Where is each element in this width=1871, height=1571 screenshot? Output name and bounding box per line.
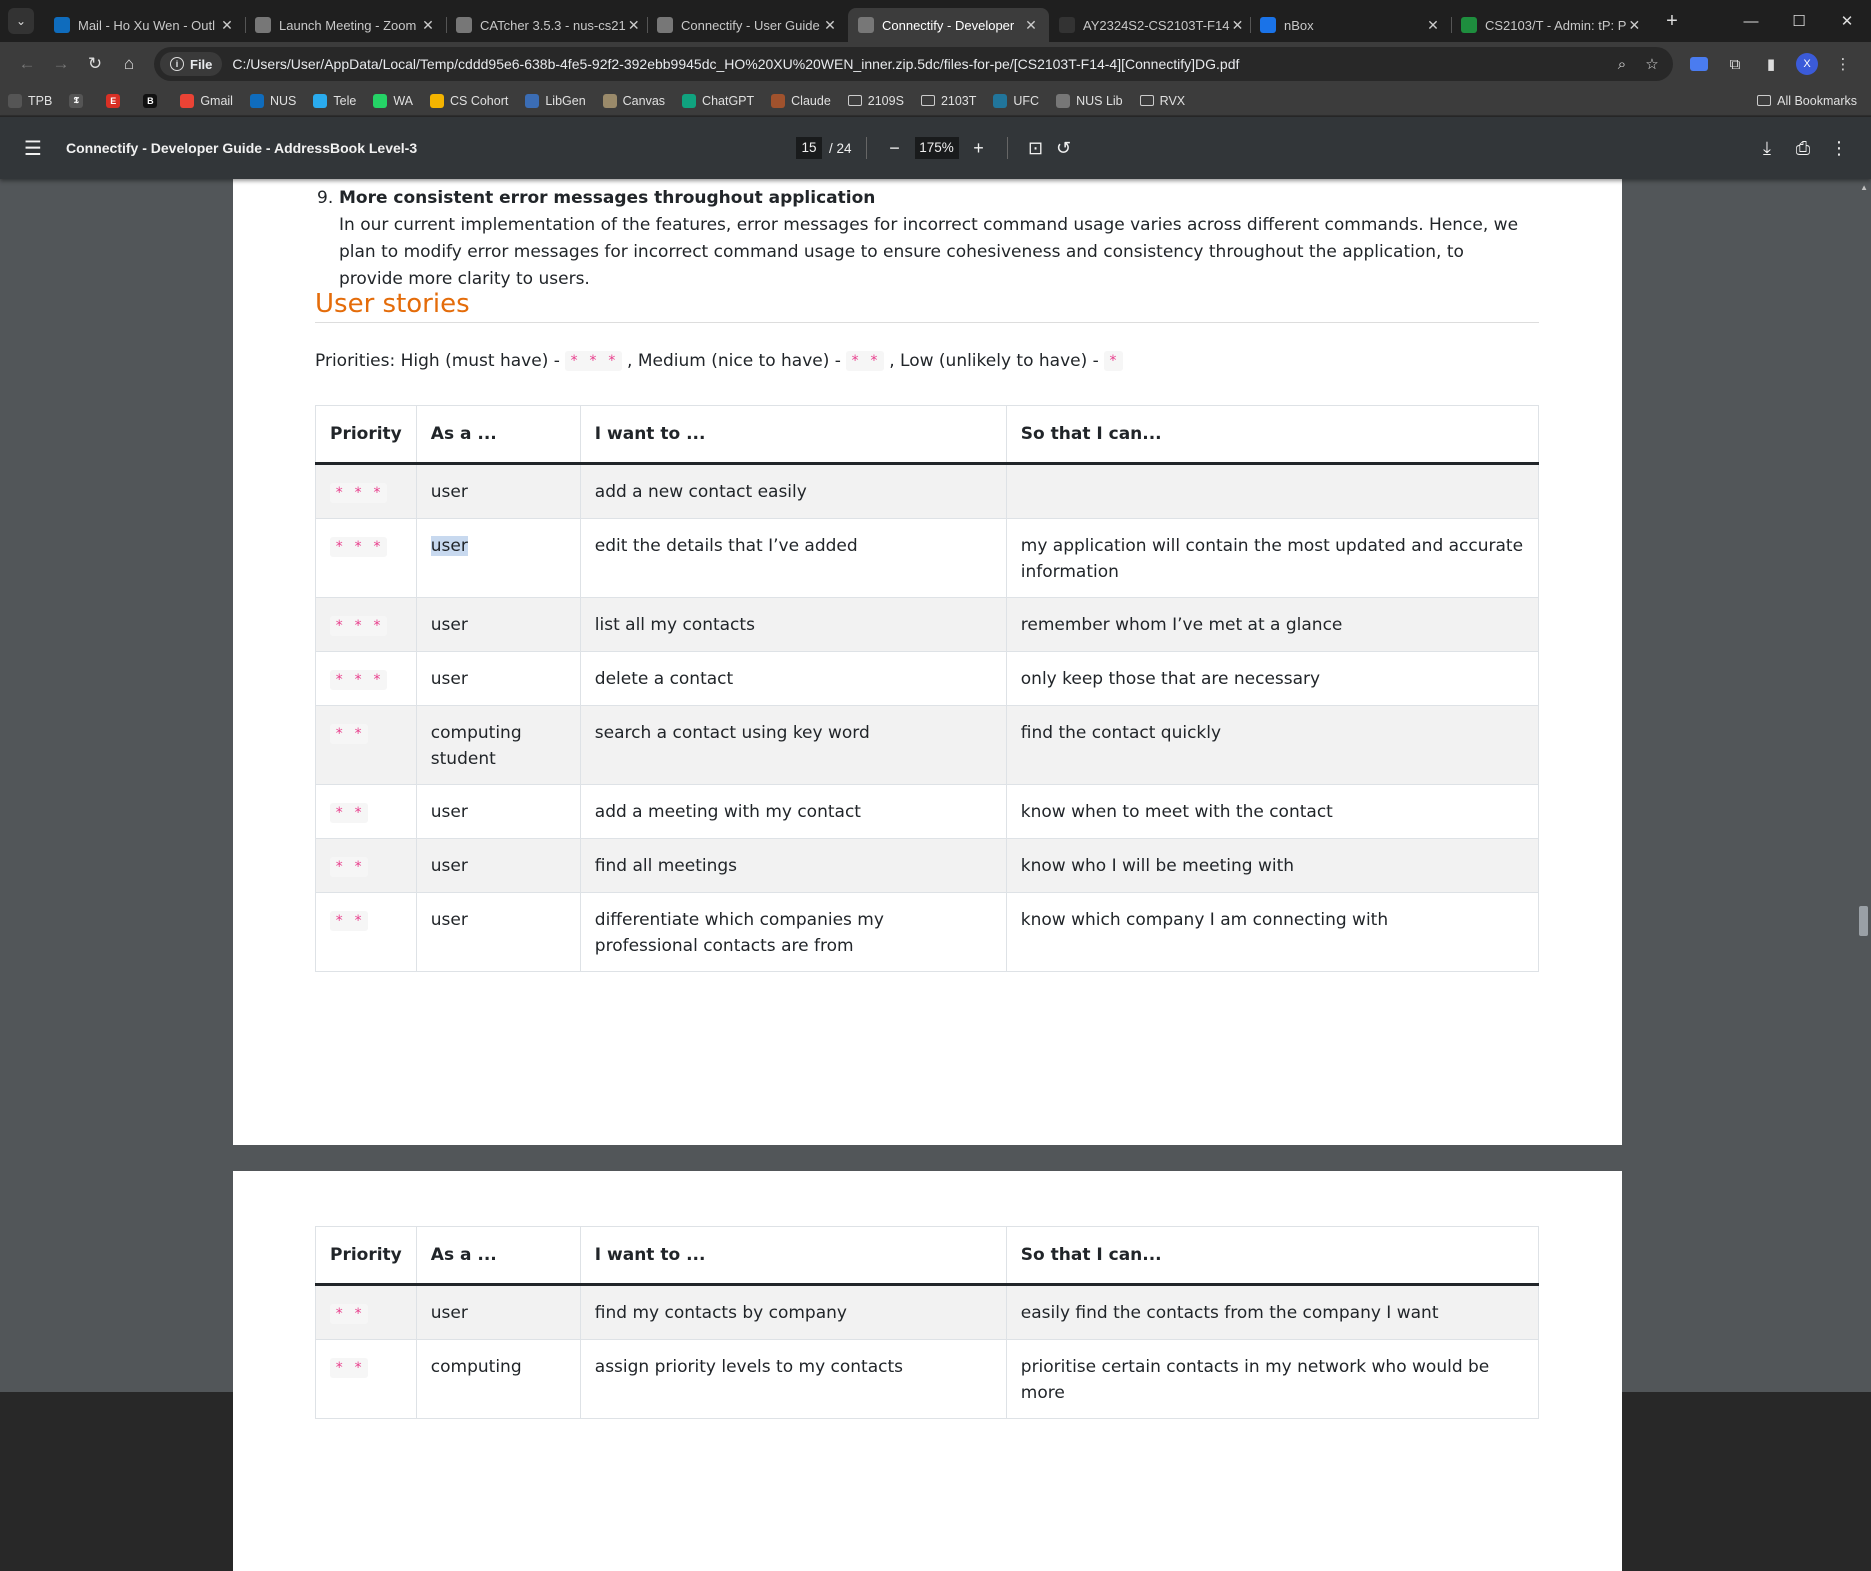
scrollbar[interactable] [1856,179,1871,1392]
pdf-page [233,119,1622,1145]
mortarboard-icon [1461,17,1477,33]
scroll-thumb[interactable] [1859,906,1868,936]
bookmark-label: NUS [269,93,297,108]
want-cell: differentiate which companies my professional contacts are from [580,893,1006,972]
priority-cell [316,706,417,785]
address-bar[interactable] [154,47,1673,81]
role-cell [416,839,580,893]
want-cell: list all my contacts [580,598,1006,652]
libgen-icon [525,94,539,108]
column-header: As a ... [416,1227,580,1285]
want-cell: search a contact using key word [580,706,1006,785]
priority-cell [316,519,417,598]
arrow-right-icon: → [52,54,70,73]
bookmark-list [8,94,1202,108]
zoom-out-button[interactable] [881,138,909,159]
tab-4[interactable] [647,8,848,42]
pdf-toolbar [0,117,1871,179]
priority-stars: * * [330,1358,368,1378]
bookmark-label: NUS Lib [1076,93,1123,108]
tpb-icon [8,94,22,108]
benefit-cell: know which company I am connecting with [1006,893,1538,972]
divider [1007,137,1008,159]
want-cell: add a new contact easily [580,464,1006,519]
pdf-page-controls [796,137,1078,159]
plus-icon: + [973,137,984,158]
download-button[interactable] [1749,138,1785,159]
benefit-cell: know when to meet with the contact [1006,785,1538,839]
benefit-cell: remember whom I’ve met at a glance [1006,598,1538,652]
want-cell: find all meetings [580,839,1006,893]
browser-toolbar [0,42,1871,86]
priority-stars: * * [330,911,368,931]
more-vertical-icon: ⋮ [1830,137,1848,158]
priority-cell [316,839,417,893]
column-header: So that I can... [1006,1227,1538,1285]
scroll-up-icon[interactable]: ▲ [1860,183,1868,192]
bookmark-label: UFC [1013,93,1040,108]
tab-8[interactable] [1451,8,1652,42]
priority-stars: * * [330,857,368,877]
bookmark-label: CS Cohort [449,93,509,108]
close-window-button[interactable] [1823,0,1871,42]
tab-1[interactable] [44,8,245,42]
tab-title: AY2324S2-CS2103T-F14 [1083,17,1230,33]
pdf-page [233,1171,1622,1571]
puzzle-icon: ⧉ [1729,55,1741,73]
rotate-icon: ↺ [1055,137,1072,158]
maximize-icon: ☐ [1792,13,1806,30]
priority-cell [316,893,417,972]
close-tab-icon[interactable]: ✕ [422,16,434,33]
table-row [316,1340,1539,1419]
table-row [316,893,1539,972]
priority-stars: * * * [330,670,387,690]
priority-stars: * * [330,724,368,744]
priorities-legend [315,351,1128,371]
bookmarks-bar [0,86,1871,116]
e-icon: E [106,94,120,108]
bookmark-item[interactable] [603,94,665,108]
nbox-icon [1260,17,1276,33]
bookmark-item[interactable] [69,94,89,108]
tab-title: Mail - Ho Xu Wen - Outl [78,17,216,33]
bookmark-item[interactable] [106,94,126,108]
priority-cell [316,1340,417,1419]
column-header: Priority [316,406,417,464]
chevron-down-icon: ⌄ [15,14,27,28]
window-controls [1727,0,1871,42]
table-row [316,652,1539,706]
priority-low-stars: * [1104,351,1123,371]
tab-title: CS2103/T - Admin: tP: P [1485,17,1627,33]
drive-icon [430,94,444,108]
info-icon: i [170,57,184,71]
role-cell [416,893,580,972]
priority-cell [316,785,417,839]
bookmark-label: WA [393,93,413,108]
tab-6[interactable] [1049,8,1250,42]
benefit-cell [1006,464,1538,519]
table-row [316,1285,1539,1340]
want-cell: find my contacts by company [580,1285,1006,1340]
reload-icon: ↻ [87,54,103,73]
role-cell [416,519,580,598]
zoom-input[interactable]: 175% [915,137,959,159]
role-text: computing [430,1357,522,1377]
tab-2[interactable] [245,8,446,42]
zoom-in-button[interactable] [965,138,993,159]
bookmark-label: Tele [333,93,357,108]
bookmark-item[interactable] [848,94,904,108]
extension-button[interactable] [1681,47,1717,81]
want-cell: add a meeting with my contact [580,785,1006,839]
column-header: Priority [316,1227,417,1285]
bookmark-item[interactable] [525,94,585,108]
role-cell [416,1340,580,1419]
new-tab-button[interactable] [1658,7,1686,35]
role-cell [416,1285,580,1340]
bookmark-item[interactable] [373,94,413,108]
benefit-cell: know who I will be meeting with [1006,839,1538,893]
bookmark-item[interactable] [771,94,831,108]
priority-legend-low-label: , Low (unlikely to have) - [889,351,1099,371]
bookmark-label: TPB [28,93,53,108]
priority-cell [316,464,417,519]
user-stories-table [315,405,1539,972]
priority-medium-stars: * * [846,351,884,371]
bookmark-label: Gmail [200,93,233,108]
tab-title: Launch Meeting - Zoom [279,17,417,33]
role-cell [416,464,580,519]
column-header: I want to ... [580,406,1006,464]
download-icon: ⤓ [1763,137,1771,158]
hamburger-icon: ☰ [24,137,42,160]
bookmark-label: Canvas [622,93,666,108]
list-item-body: In our current implementation of the features, error messages for incorrect command usage varies across different commands. Hence, we plan to modify error messages for incorrect command usage to ensure cohesiveness and consistency throughout the application, to provide more clarity to users. [339,215,1519,289]
priority-stars: * * [330,1304,368,1324]
role-cell [416,598,580,652]
claude-icon [771,94,785,108]
site-info-chip[interactable] [160,52,222,76]
benefit-cell: find the contact quickly [1006,706,1538,785]
wordpress-icon [993,94,1007,108]
role-text: user [430,802,468,822]
fit-page-button[interactable] [1022,138,1050,159]
outlook-icon [54,17,70,33]
bookmark-item[interactable] [180,94,233,108]
close-tab-icon[interactable]: ✕ [1231,16,1244,33]
tab-7[interactable] [1250,8,1451,42]
side-panel-icon: ▮ [1766,56,1776,73]
role-text: user [430,910,468,930]
arrow-left-icon: ← [18,54,36,73]
close-tab-icon[interactable]: ✕ [627,16,640,33]
table-header-row [316,406,1539,464]
folder-icon [1757,95,1771,106]
bookmark-item[interactable] [993,94,1039,108]
want-cell: delete a contact [580,652,1006,706]
gmail-icon [180,94,194,108]
list-number: 9. [317,188,334,208]
telegram-icon [313,94,327,108]
outlook-icon [250,94,264,108]
role-text: computing student [430,723,522,769]
bookmark-label: 2103T [940,93,977,108]
page-number-input[interactable]: 15 [796,137,822,159]
role-text: user [430,1303,468,1323]
divider [866,137,867,159]
user-stories-table [315,1226,1539,1419]
close-tab-icon[interactable]: ✕ [221,16,233,33]
side-panel-button[interactable] [1753,47,1789,81]
tab-title: Connectify - Developer [882,17,1015,33]
url-text[interactable]: C:/Users/User/AppData/Local/Temp/cddd95e6-638b-4fe5-92f2-392ebb9945dc_HO%20XU%20WEN_inner.zip.5dc/files-for-pe/[CS2103T-F14-4][Connectify]DG.pdf [232,56,1240,72]
role-cell [416,706,580,785]
avatar: X [1796,53,1818,75]
table-row [316,519,1539,598]
close-tab-icon[interactable]: ✕ [1025,16,1037,33]
close-tab-icon[interactable]: ✕ [1427,16,1439,33]
all-bookmarks-button[interactable] [1757,94,1857,108]
role-cell [416,785,580,839]
divider [315,322,1539,323]
priority-cell [316,598,417,652]
minimize-icon: — [1743,12,1759,30]
pdf-menu-button[interactable] [0,136,66,161]
benefit-cell: my application will contain the most updated and accurate information [1006,519,1538,598]
role-text: user [430,482,468,502]
bookmark-label: Claude [791,93,831,108]
want-cell: assign priority levels to my contacts [580,1340,1006,1419]
tab-search-button[interactable] [8,8,34,34]
zoom-icon[interactable]: ⌕ [1617,55,1627,73]
extensions-menu-button[interactable] [1717,47,1753,81]
home-button[interactable] [112,47,146,81]
tab-5[interactable] [848,8,1049,42]
globe-icon [255,17,271,33]
bookmark-item[interactable] [1056,94,1123,108]
bookmark-item[interactable] [8,94,52,108]
close-tab-icon[interactable]: ✕ [824,16,836,33]
nyt-icon: 𝕿 [69,94,83,108]
bookmark-label: 2109S [867,93,904,108]
benefit-cell: only keep those that are necessary [1006,652,1538,706]
tab-title: CATcher 3.5.3 - nus-cs21 [480,17,626,33]
pdf-actions [1749,138,1857,159]
pdf-title: Connectify - Developer Guide - AddressBook Level-3 [66,140,418,156]
want-cell: edit the details that I’ve added [580,519,1006,598]
priority-stars: * * * [330,483,387,503]
chatgpt-icon [682,94,696,108]
role-text: user [430,856,468,876]
globe-icon [1056,94,1070,108]
column-header: As a ... [416,406,580,464]
whatsapp-icon [373,94,387,108]
folder-icon [848,95,862,106]
plus-icon: + [1666,9,1678,32]
tab-title: nBox [1284,17,1314,33]
bookmark-label: ChatGPT [702,93,755,108]
pdf-more-button[interactable] [1821,138,1857,159]
folder-icon [1140,95,1154,106]
role-text: user [430,669,468,689]
priority-high-stars: * * * [565,351,622,371]
close-icon: ✕ [1840,13,1854,30]
scheme-label: File [190,56,213,72]
rotate-button[interactable] [1050,138,1078,159]
bookmark-item[interactable] [143,94,163,108]
column-header: So that I can... [1006,406,1538,464]
priority-stars: * * * [330,537,387,557]
tab-list [44,0,1652,42]
section-title: User stories [315,289,470,319]
bookmark-item[interactable] [430,94,508,108]
priority-legend-medium-label: , Medium (nice to have) - [627,351,841,371]
bookmark-item[interactable] [250,94,296,108]
reload-button[interactable] [78,47,112,81]
tab-title: Connectify - User Guide [681,17,820,33]
b-icon: B [143,94,157,108]
benefit-cell: prioritise certain contacts in my network who would be more [1006,1340,1538,1419]
github-icon [1059,17,1075,33]
pdf-viewer[interactable] [0,179,1871,1403]
tab-strip [0,0,1871,42]
column-header: I want to ... [580,1227,1006,1285]
table-row [316,839,1539,893]
list-item-heading: More consistent error messages throughout application [339,188,876,208]
table-row [316,706,1539,785]
benefit-cell: easily find the contacts from the company I want [1006,1285,1538,1340]
browser-menu-button[interactable] [1825,47,1861,81]
back-button[interactable] [10,47,44,81]
all-bookmarks-label: All Bookmarks [1777,93,1857,108]
bookmark-label: LibGen [545,93,586,108]
home-icon: ⌂ [123,54,135,73]
list-item-9 [317,185,1519,293]
more-vertical-icon: ⋮ [1835,56,1851,73]
priority-stars: * * * [330,616,387,636]
bookmark-item[interactable] [921,94,976,108]
table-row [316,464,1539,519]
page-total: / 24 [829,140,852,156]
print-button[interactable] [1785,138,1821,159]
table-header-row [316,1227,1539,1285]
priority-legend-high-label: Priorities: High (must have) - [315,351,560,371]
catcher-icon [456,17,472,33]
fit-page-icon: ⊡ [1027,137,1044,158]
role-cell [416,652,580,706]
minimize-button[interactable] [1727,0,1775,42]
globe-icon [858,17,874,33]
folder-icon [921,95,935,106]
close-tab-icon[interactable]: ✕ [1628,16,1641,33]
canvas-icon [603,94,617,108]
minus-icon: − [889,137,900,158]
priority-stars: * * [330,803,368,823]
globe-icon [657,17,673,33]
forward-button[interactable] [44,47,78,81]
profile-button[interactable] [1789,47,1825,81]
priority-cell [316,652,417,706]
table-row [316,598,1539,652]
priority-cell [316,1285,417,1340]
maximize-button[interactable] [1775,0,1823,42]
printer-icon: ⎙ [1795,137,1811,158]
tab-3[interactable] [446,8,647,42]
bookmark-item[interactable] [313,94,356,108]
bookmark-label: RVX [1159,93,1186,108]
bookmark-item[interactable] [682,94,754,108]
role-text: user [430,536,468,556]
table-row [316,785,1539,839]
role-text: user [430,615,468,635]
extension-icon [1690,57,1708,71]
bookmark-star-icon[interactable]: ☆ [1645,56,1659,73]
bookmark-item[interactable] [1140,94,1185,108]
